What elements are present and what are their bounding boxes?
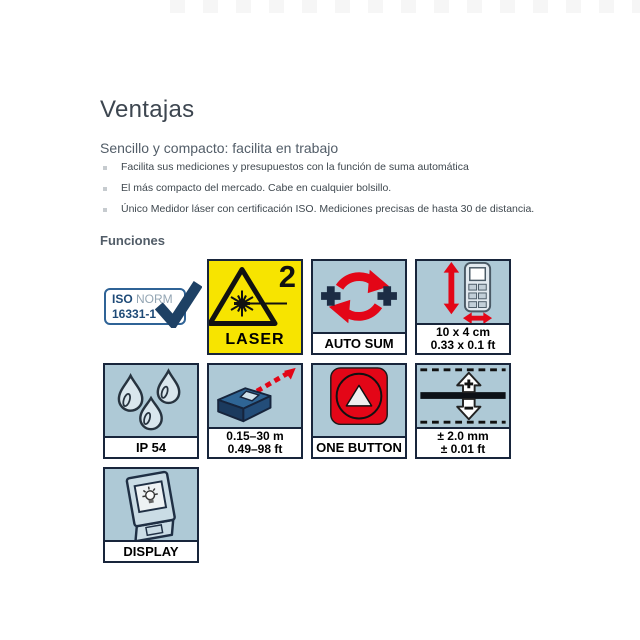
feature-tile-auto-sum [311, 259, 407, 355]
norm-label: NORM [136, 292, 173, 306]
tile-label: AUTO SUM [313, 332, 405, 353]
feature-tile-one-button [311, 363, 407, 459]
functions-heading: Funciones [100, 233, 166, 248]
tile-label-line1: 0.15–30 m [226, 429, 284, 443]
tile-label-line1: 10 x 4 cm [435, 325, 491, 339]
tile-label: LASER [225, 331, 285, 348]
advantages-subheading: Sencillo y compacto: facilita en trabajo [100, 140, 339, 156]
bullet-text: El más compacto del mercado. Cabe en cualquier bolsillo. [121, 182, 392, 194]
bullet-square-icon [103, 208, 107, 212]
iso-badge-code: 16331-1 [112, 307, 157, 321]
iso-norm-badge [103, 259, 199, 355]
tile-label-line2: ± 0.01 ft [440, 441, 486, 456]
list-item [100, 161, 560, 182]
water-drops-icon [105, 365, 197, 436]
tile-label: ONE BUTTON [313, 436, 405, 457]
checkmark-icon [154, 280, 202, 328]
list-item [100, 182, 560, 203]
tile-label: DISPLAY [105, 540, 197, 561]
page-title: Ventajas [100, 96, 195, 123]
tile-label-line1: ± 2.0 mm [437, 429, 489, 443]
feature-tile-accuracy [415, 363, 511, 459]
feature-tile-laser-class [207, 259, 303, 355]
feature-tile-range [207, 363, 303, 459]
advantages-list [100, 161, 560, 224]
auto-sum-icon [313, 261, 405, 332]
feature-tile-dimensions [415, 259, 511, 355]
cropped-thumbnail-strip [170, 0, 640, 13]
accuracy-icon [417, 365, 509, 427]
device-size-icon [417, 261, 509, 323]
bullet-square-icon [103, 187, 107, 191]
feature-tile-ip54 [103, 363, 199, 459]
tile-label-line2: 0.33 x 0.1 ft [430, 337, 496, 352]
tile-label: IP 54 [105, 436, 197, 457]
list-item [100, 203, 560, 224]
bullet-square-icon [103, 166, 107, 170]
functions-icon-grid [103, 259, 519, 571]
tile-label-line2: 0.49–98 ft [227, 441, 283, 456]
feature-tile-display [103, 467, 199, 563]
display-icon [105, 469, 197, 540]
laser-class-number: 2 [278, 261, 296, 294]
one-button-icon [313, 365, 405, 436]
iso-label: ISO [112, 292, 133, 306]
bullet-text: Facilita sus mediciones y presupuestos con la función de suma automática [121, 161, 469, 173]
laser-range-icon [209, 365, 301, 427]
bullet-text: Único Medidor láser con certificación ISO. Mediciones precisas de hasta 30 de distancia. [121, 203, 535, 215]
